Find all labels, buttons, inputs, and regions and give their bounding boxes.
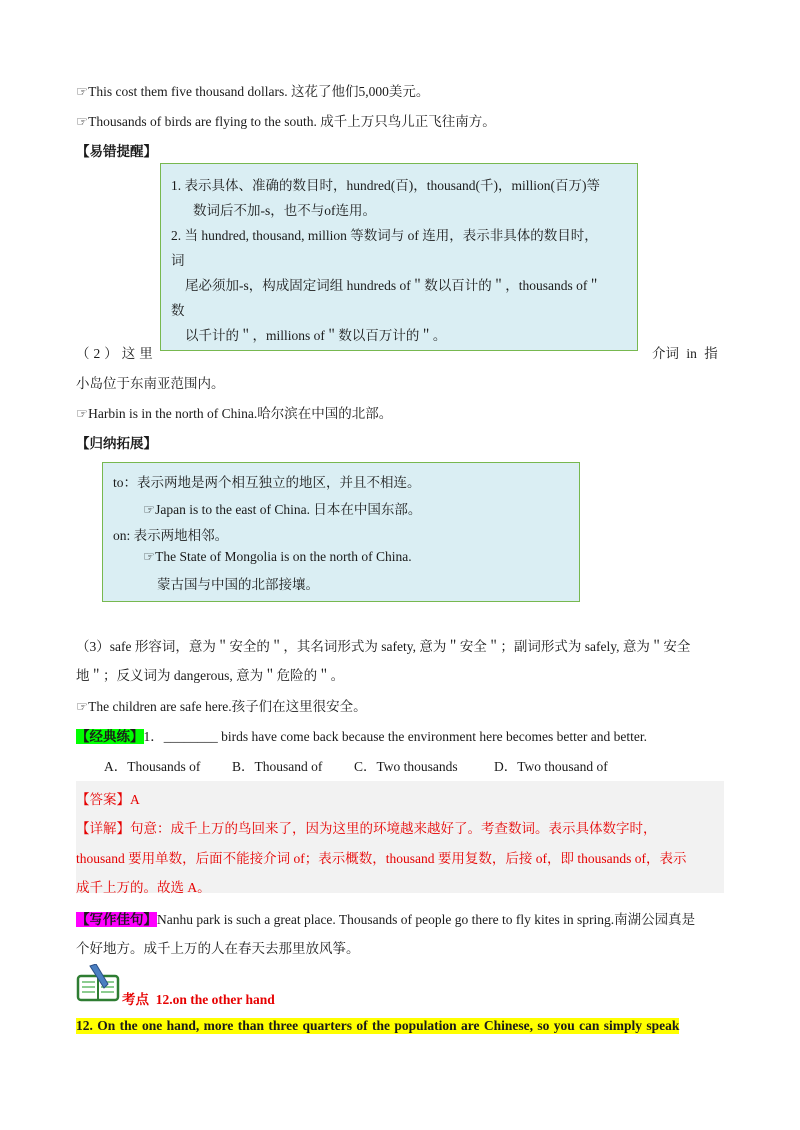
notebook-pen-icon [76, 964, 120, 1002]
point-3-line-2: 地＂；反义词为 dangerous, 意为＂危险的＂。 [76, 668, 345, 683]
tip-line-2: 数词后不加-s，也不与of连用。 [193, 203, 376, 218]
exercise-question-text: 1．________ birds have come back because the environment here becomes better and better. [143, 729, 647, 744]
option-c[interactable]: C．Two thousands [354, 759, 458, 774]
explanation-line-1: 【详解】句意：成千上万的鸟回来了，因为这里的环境越来越好了。考查数词。表示具体数字时， [76, 821, 657, 836]
summary-example-japan: ☞Japan is to the east of China. 日本在中国东部。 [143, 502, 422, 517]
example-sentence-on-the-one-hand: 12. On the one hand, more than three quarters of the population are Chinese, so you can simply speak [76, 1018, 680, 1033]
example-sentence-five-thousand: ☞This cost them five thousand dollars. 这花了他们5,000美元。 [76, 84, 430, 99]
writing-sentence-text: Nanhu park is such a great place. Thousands of people go there to fly kites in spring.南湖公园真是 [157, 912, 696, 927]
key-point-title: 12.on the other hand [155, 992, 275, 1007]
tip-box-summary [102, 462, 580, 602]
label-classic-exercise: 【经典练】 [76, 729, 144, 744]
example-sentence-harbin: ☞Harbin is in the north of China.哈尔滨在中国的北部。 [76, 406, 393, 421]
summary-example-mongolia: ☞The State of Mongolia is on the north of China. [143, 549, 412, 564]
tip-line-5: 尾必须加-s，构成固定词组 hundreds of＂数以百计的＂，thousands of＂ [185, 278, 601, 293]
tip-line-1: 1. 表示具体、准确的数目时，hundred(百)，thousand(千)，million(百万)等 [171, 178, 600, 193]
key-point-heading [122, 988, 275, 1008]
option-d[interactable]: D．Two thousand of [494, 759, 608, 774]
summary-line-on: on: 表示两地相邻。 [113, 528, 229, 543]
explanation-line-3: 成千上万的。故选 A。 [76, 880, 211, 895]
tip-line-3: 2. 当 hundred, thousand, million 等数词与 of 连用，表示非具体的数目时， [171, 228, 598, 243]
tip-line-7: 以千计的＂，millions of＂数以百万计的＂。 [185, 328, 447, 343]
label-summary-extension: 【归纳拓展】 [76, 436, 157, 451]
option-b[interactable]: B．Thousand of [232, 759, 323, 774]
explanation-line-2: thousand 要用单数，后面不能接介词 of；表示概数，thousand 要用复数，后接 of，即 thousands of，表示 [76, 851, 687, 866]
point-3-line-1: （3）safe 形容词，意为＂安全的＂，其名词形式为 safety, 意为＂安全＂；副词形式为 safely, 意为＂安全 [76, 639, 691, 654]
point-2-left: （2）这里 [76, 346, 157, 361]
tip-line-6: 数 [171, 303, 185, 318]
exercise-question-line [76, 725, 647, 745]
writing-sentence-line-2: 个好地方。成千上万的人在春天去那里放风筝。 [76, 941, 360, 956]
tip-box-common-mistakes [160, 163, 638, 351]
tip-line-4: 词 [171, 253, 185, 268]
summary-translation-mongolia: 蒙古国与中国的北部接壤。 [157, 577, 319, 592]
example-sentence-thousands-of-birds: ☞Thousands of birds are flying to the south. 成千上万只鸟儿正飞往南方。 [76, 114, 496, 129]
point-2-continued: 小岛位于东南亚范围内。 [76, 376, 225, 391]
writing-sentence-line-1 [76, 908, 695, 928]
key-point-label: 考点 [122, 992, 149, 1007]
label-common-mistakes: 【易错提醒】 [76, 144, 157, 159]
label-writing-sentence: 【写作佳句】 [76, 912, 157, 927]
point-2-right: 介词 in 指 [652, 346, 718, 361]
answer-text: 【答案】A [76, 792, 140, 807]
example-sentence-children: ☞The children are safe here.孩子们在这里很安全。 [76, 699, 367, 714]
option-a[interactable]: A．Thousands of [104, 759, 201, 774]
summary-line-to: to：表示两地是两个相互独立的地区，并且不相连。 [113, 475, 421, 490]
